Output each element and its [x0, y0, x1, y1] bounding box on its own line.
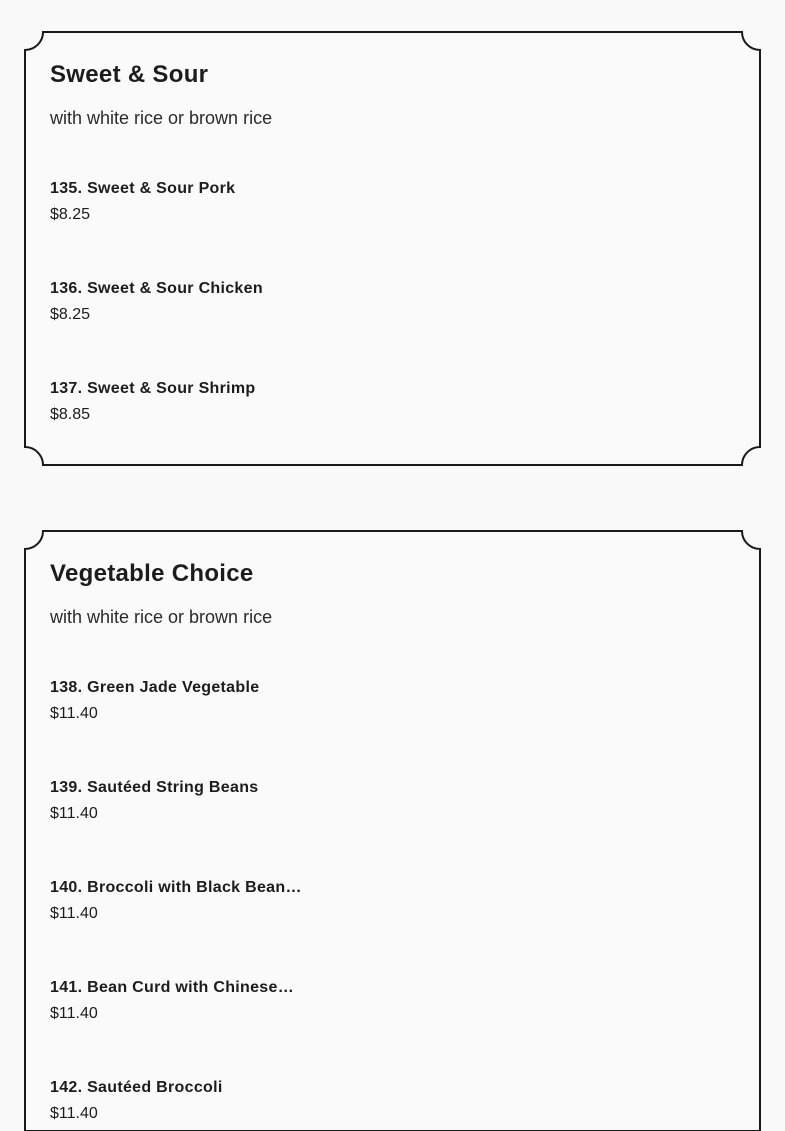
menu-item[interactable] — [50, 379, 350, 425]
item-price: $11.40 — [50, 805, 98, 822]
item-name: 141. Bean Curd with Chinese… — [50, 979, 295, 996]
section-title: Sweet & Sour — [50, 61, 209, 88]
item-name: 140. Broccoli with Black Bean… — [50, 879, 302, 896]
menu-item[interactable] — [50, 978, 350, 1024]
item-price: $8.85 — [50, 406, 91, 423]
item-price: $11.40 — [50, 1105, 98, 1122]
section-subtitle: with white rice or brown rice — [50, 607, 273, 627]
section-subtitle: with white rice or brown rice — [50, 108, 273, 128]
item-price: $11.40 — [50, 905, 98, 922]
menu-item[interactable] — [50, 778, 350, 824]
item-name: 136. Sweet & Sour Chicken — [50, 280, 263, 297]
item-name: 138. Green Jade Vegetable — [50, 679, 260, 696]
item-name: 135. Sweet & Sour Pork — [50, 180, 236, 197]
menu-section-vegetable-choice — [25, 531, 760, 1131]
item-price: $11.40 — [50, 705, 98, 722]
menu-item[interactable] — [50, 179, 350, 225]
menu-item[interactable] — [50, 279, 350, 325]
menu-item[interactable] — [50, 678, 350, 724]
item-name: 137. Sweet & Sour Shrimp — [50, 380, 256, 397]
menu-item[interactable] — [50, 878, 350, 924]
section-title: Vegetable Choice — [50, 560, 254, 587]
item-price: $8.25 — [50, 206, 91, 223]
menu-item[interactable] — [50, 1078, 350, 1124]
item-name: 142. Sautéed Broccoli — [50, 1079, 223, 1096]
menu-section-sweet-sour — [25, 32, 760, 465]
item-name: 139. Sautéed String Beans — [50, 779, 259, 796]
item-price: $8.25 — [50, 306, 91, 323]
item-price: $11.40 — [50, 1005, 98, 1022]
